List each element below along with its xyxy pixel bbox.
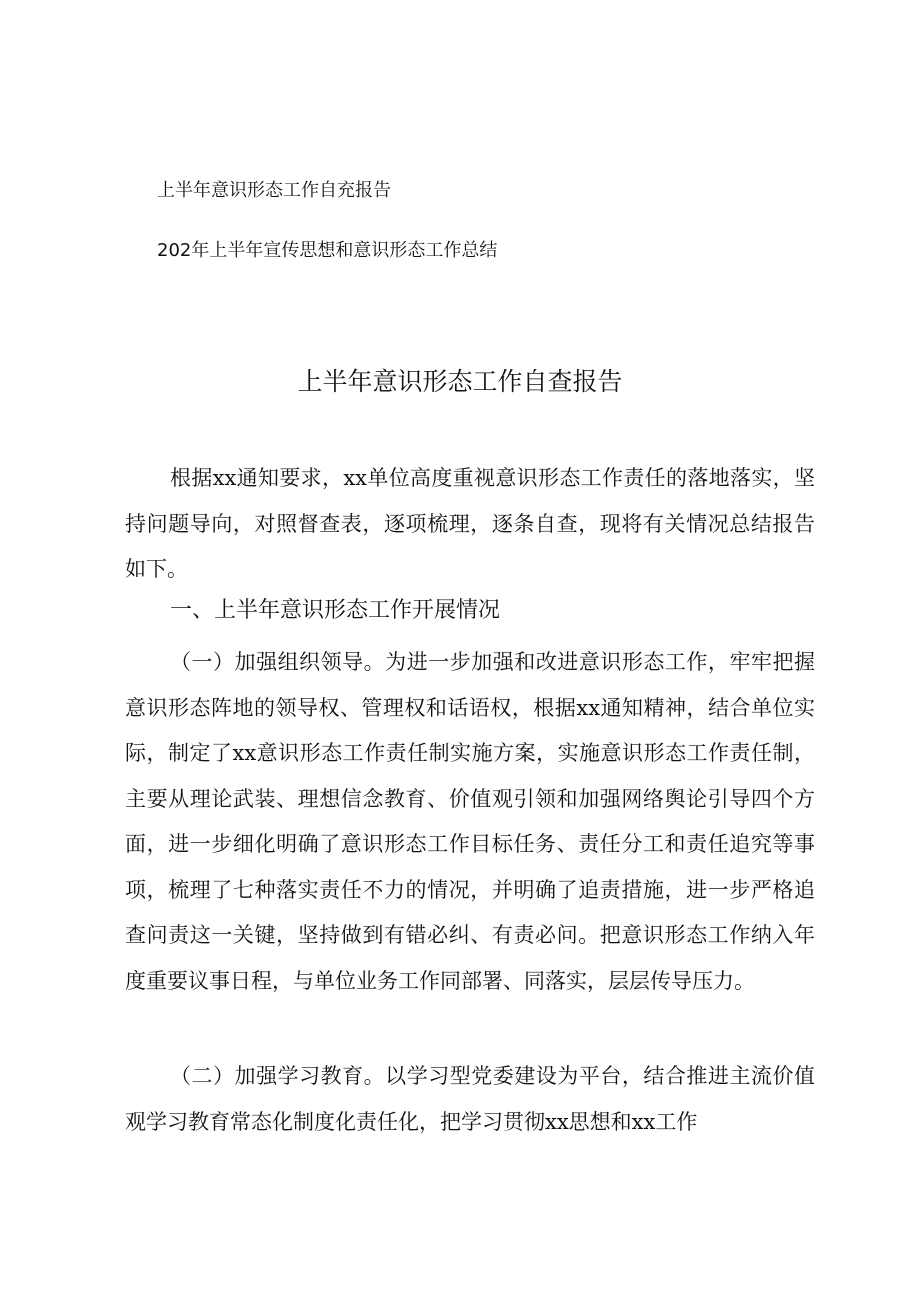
paragraph-study-education: （二）加强学习教育。以学习型党委建设为平台，结合推进主流价值观学习教育常态化制度化责任化，把学习贯彻xx思想和xx工作 [125,1064,815,1134]
intro-paragraph: 根据xx通知要求，xx单位高度重视意识形态工作责任的落地落实，坚持问题导向，对照督查表，逐项梳理，逐条自查，现将有关情况总结报告如下。 [125,466,815,581]
paragraph-organization-leadership: （一）加强组织领导。为进一步加强和改进意识形态工作，牢牢把握意识形态阵地的领导权、管理权和话语权，根据xx通知精神，结合单位实际，制定了xx意识形态工作责任制实施方案，实施意识形态工作责任制，主要从理论武装、理想信念教育、价值观引领和加强网络舆论引导四个方面，进一步细化明确了意识形态工作目标任务、责任分工和责任追究等事项，梳理了七种落实责任不力的情况，并明确了追责措施，进一步严格追查问责这一关键，坚持做到有错必纠、有责必问。把意识形态工作纳入年度重要议事日程，与单位业务工作同部署、同落实，层层传导压力。 [125,650,815,993]
section-heading-1: 一、上半年意识形态工作开展情况 [170,598,501,623]
toc-line-1: 上半年意识形态工作自充报告 [157,180,391,201]
toc-line-2: 202年上半年宣传思想和意识形态工作总结 [157,240,498,261]
document-title: 上半年意识形态工作自查报告 [297,367,623,396]
